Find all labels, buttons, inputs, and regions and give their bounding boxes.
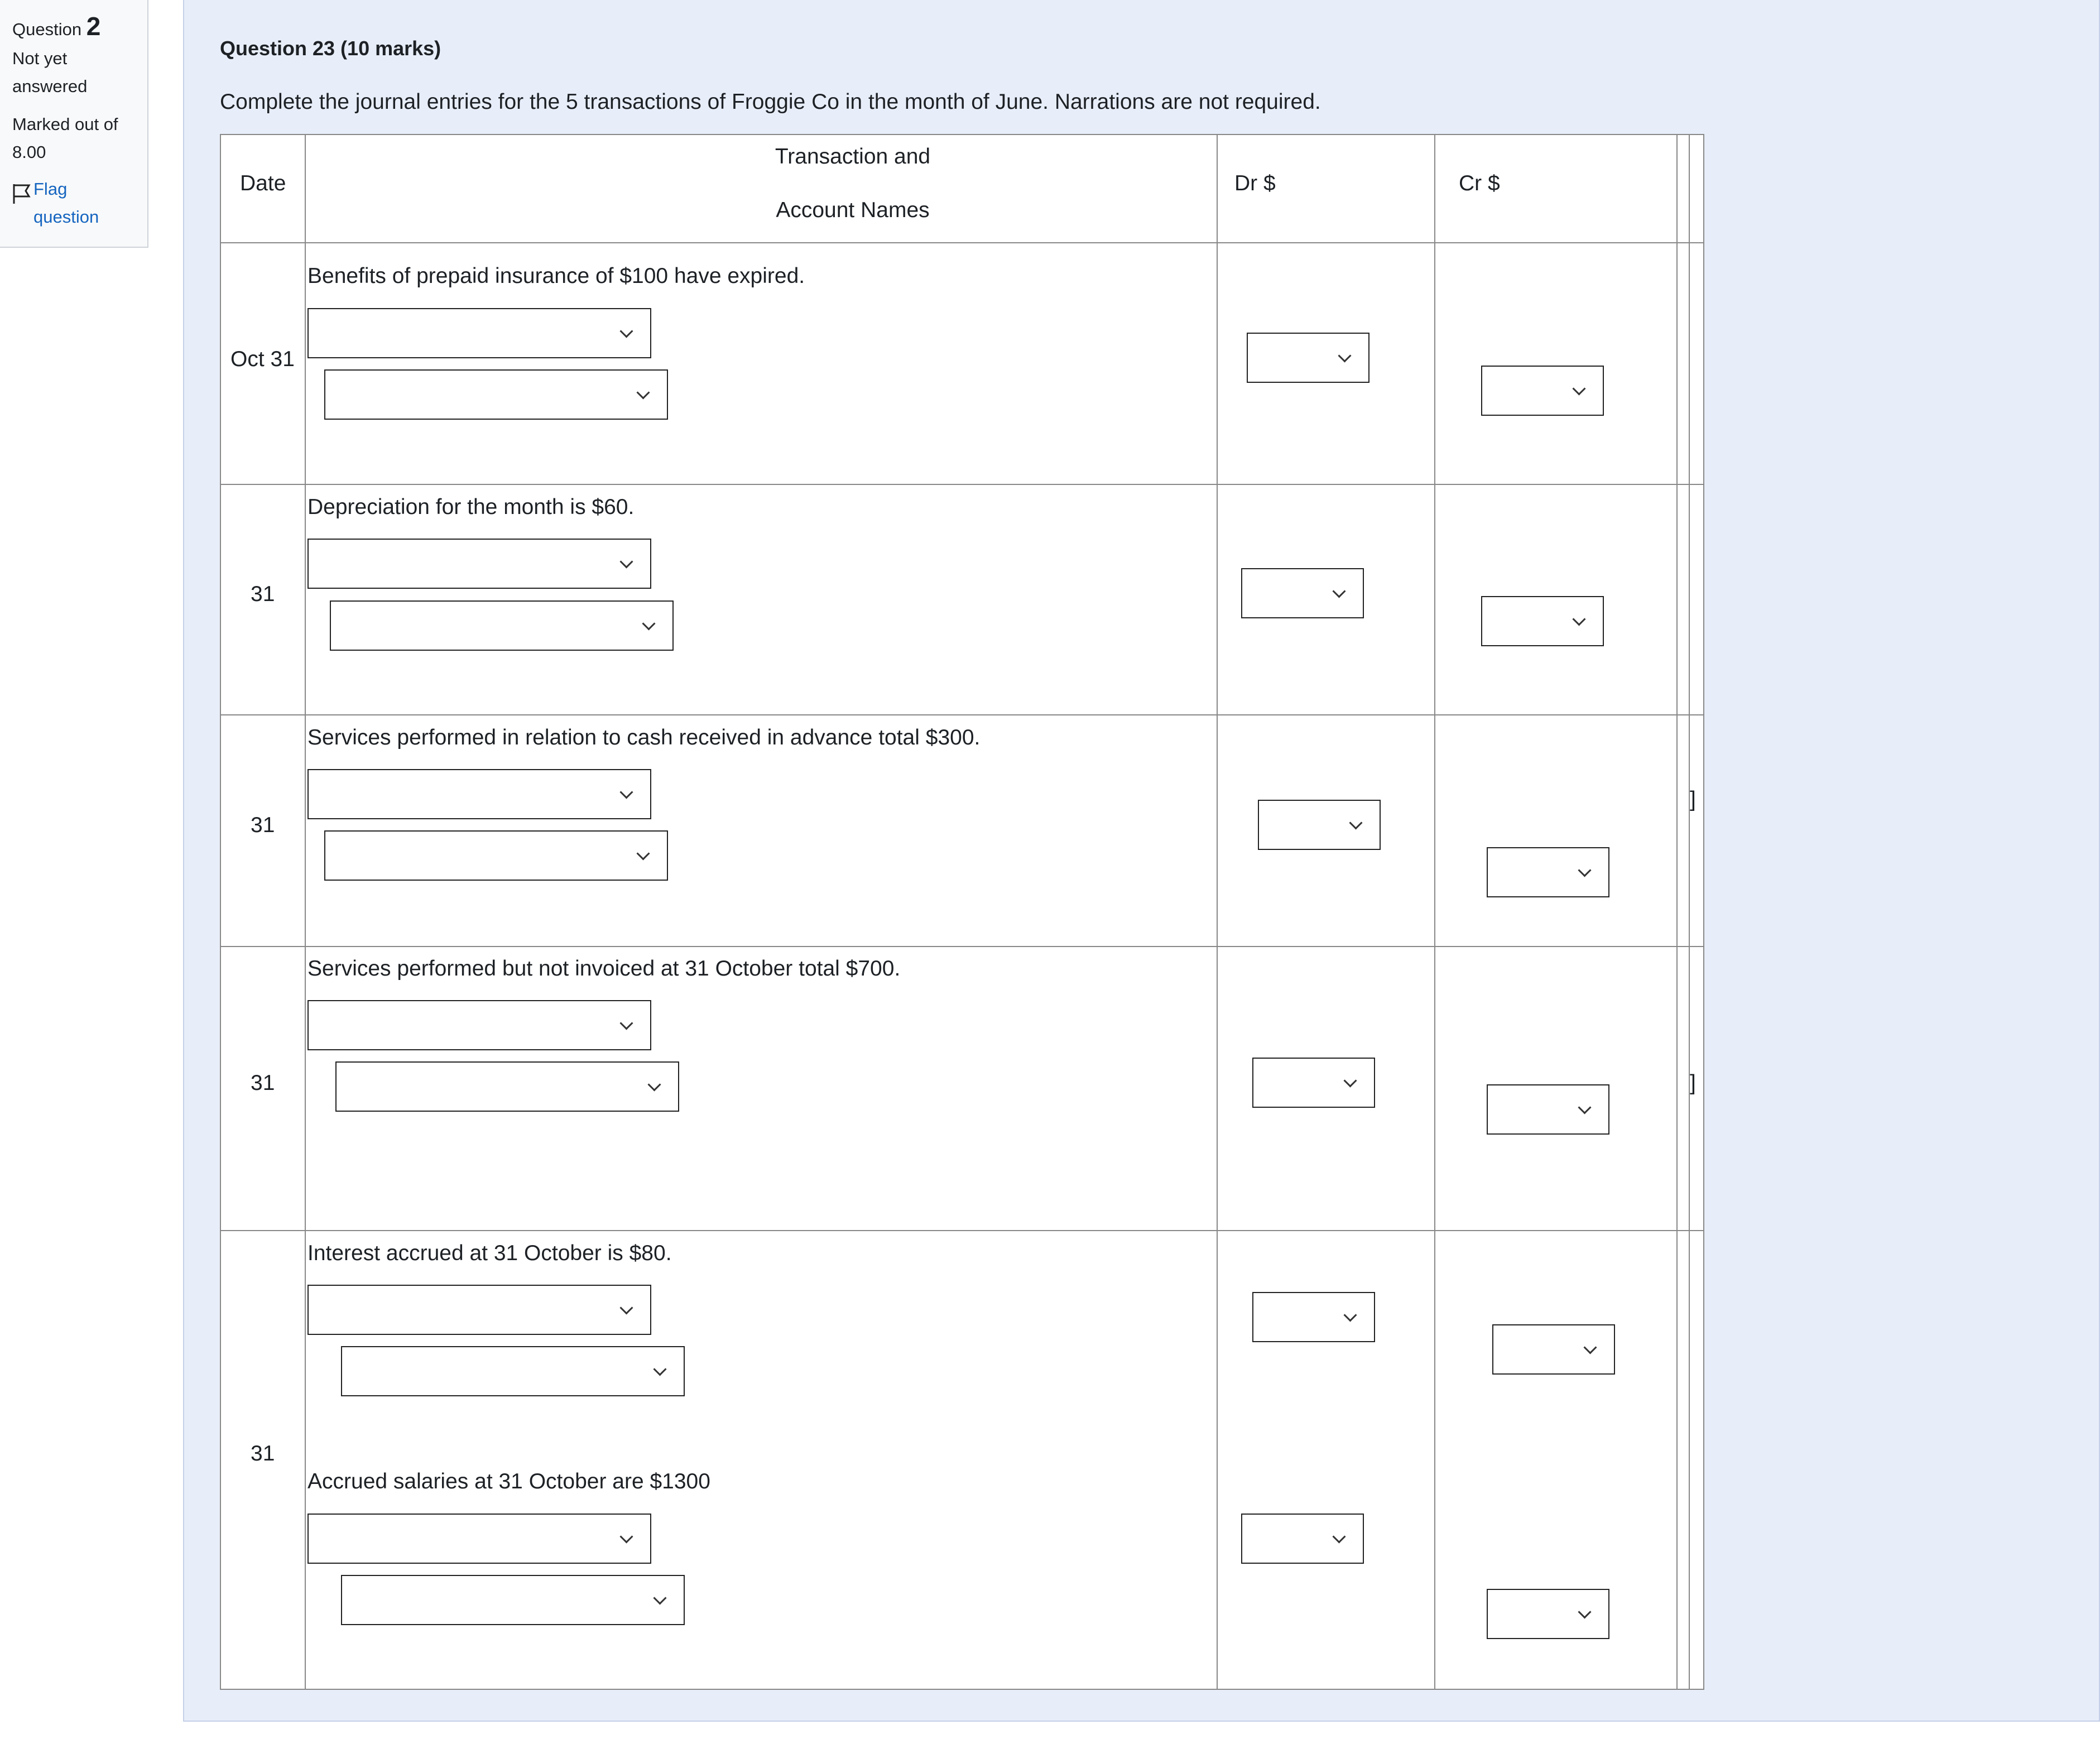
transaction-description: Interest accrued at 31 October is $80. bbox=[307, 1241, 672, 1265]
row-date: 31 bbox=[251, 813, 275, 837]
col-divider bbox=[1689, 134, 1690, 1689]
chevron-down-icon bbox=[1343, 1308, 1357, 1322]
debit-amount-select[interactable] bbox=[1252, 1058, 1375, 1108]
debit-amount-select[interactable] bbox=[1247, 333, 1369, 383]
question-text: Complete the journal entries for the 5 transactions of Froggie Co in the month of June. Narrations are not required. bbox=[220, 90, 1321, 114]
row-date: 31 bbox=[251, 1071, 275, 1095]
header-date: Date bbox=[240, 171, 286, 195]
debit-account-select[interactable] bbox=[307, 539, 651, 589]
row-divider bbox=[220, 946, 1703, 947]
credit-amount-select[interactable] bbox=[1481, 366, 1604, 416]
chevron-down-icon bbox=[653, 1591, 666, 1604]
chevron-down-icon bbox=[636, 847, 650, 860]
chevron-down-icon bbox=[647, 1078, 661, 1091]
flag-question-link[interactable]: Flag question bbox=[12, 175, 147, 231]
chevron-down-icon bbox=[619, 1016, 633, 1030]
row-date: 31 bbox=[251, 1442, 275, 1466]
credit-account-select[interactable] bbox=[341, 1575, 685, 1625]
credit-amount-select[interactable] bbox=[1487, 1084, 1609, 1135]
credit-account-select[interactable] bbox=[324, 830, 668, 881]
credit-account-select[interactable] bbox=[341, 1346, 685, 1396]
question-content bbox=[183, 0, 2100, 1722]
flag-icon bbox=[12, 183, 31, 204]
chevron-down-icon bbox=[636, 386, 650, 399]
row-date: Oct 31 bbox=[230, 347, 295, 371]
question-info-panel bbox=[0, 0, 148, 248]
row-date: 31 bbox=[251, 582, 275, 606]
debit-amount-select[interactable] bbox=[1252, 1292, 1375, 1342]
row-divider bbox=[220, 242, 1703, 243]
debit-amount-select[interactable] bbox=[1241, 568, 1364, 618]
header-credit: Cr $ bbox=[1459, 171, 1500, 195]
header-transaction-line1: Transaction and bbox=[775, 145, 931, 169]
chevron-down-icon bbox=[1578, 1101, 1591, 1114]
chevron-down-icon bbox=[653, 1362, 666, 1376]
question-status: Not yet answered bbox=[12, 49, 88, 96]
chevron-down-icon bbox=[1578, 863, 1591, 877]
header-debit: Dr $ bbox=[1234, 171, 1276, 195]
header-transaction-line2: Account Names bbox=[776, 198, 930, 222]
debit-account-select[interactable] bbox=[307, 1000, 651, 1050]
transaction-description: Depreciation for the month is $60. bbox=[307, 495, 635, 519]
journal-table bbox=[220, 134, 1704, 1690]
credit-amount-select[interactable] bbox=[1487, 847, 1609, 897]
chevron-down-icon bbox=[1583, 1341, 1597, 1354]
credit-amount-select[interactable] bbox=[1487, 1589, 1609, 1639]
chevron-down-icon bbox=[619, 324, 633, 338]
chevron-down-icon bbox=[1572, 612, 1585, 626]
col-divider bbox=[1217, 134, 1218, 1689]
chevron-down-icon bbox=[619, 785, 633, 799]
chevron-down-icon bbox=[1349, 816, 1362, 829]
chevron-down-icon bbox=[1572, 382, 1585, 395]
chevron-down-icon bbox=[642, 617, 655, 630]
chevron-down-icon bbox=[1338, 349, 1351, 362]
row-divider bbox=[220, 484, 1703, 485]
question-number: Question 2 bbox=[12, 12, 101, 41]
transaction-description: Accrued salaries at 31 October are $1300 bbox=[307, 1469, 710, 1493]
chevron-down-icon bbox=[1343, 1074, 1357, 1087]
row-divider bbox=[220, 714, 1703, 715]
col-divider bbox=[1676, 134, 1678, 1689]
credit-amount-select[interactable] bbox=[1492, 1324, 1615, 1375]
chevron-down-icon bbox=[619, 555, 633, 568]
credit-account-select[interactable] bbox=[324, 369, 668, 420]
question-grade: Marked out of 8.00 bbox=[12, 114, 118, 162]
debit-account-select[interactable] bbox=[307, 1285, 651, 1335]
credit-account-select[interactable] bbox=[335, 1061, 679, 1112]
transaction-description: Services performed but not invoiced at 31 October total $700. bbox=[307, 957, 901, 981]
question-title: Question 23 (10 marks) bbox=[220, 37, 441, 60]
debit-account-select[interactable] bbox=[307, 308, 651, 358]
credit-amount-select[interactable] bbox=[1481, 596, 1604, 646]
stray-bracket: ] bbox=[1690, 1071, 1696, 1095]
chevron-down-icon bbox=[619, 1530, 633, 1543]
transaction-description: Services performed in relation to cash received in advance total $300. bbox=[307, 726, 981, 750]
row-divider bbox=[220, 1230, 1703, 1231]
debit-account-select[interactable] bbox=[307, 769, 651, 819]
chevron-down-icon bbox=[1332, 1530, 1345, 1543]
debit-amount-select[interactable] bbox=[1241, 1514, 1364, 1564]
debit-amount-select[interactable] bbox=[1258, 800, 1381, 850]
chevron-down-icon bbox=[1332, 584, 1345, 598]
transaction-description: Benefits of prepaid insurance of $100 have expired. bbox=[307, 264, 805, 288]
chevron-down-icon bbox=[1578, 1605, 1591, 1618]
chevron-down-icon bbox=[619, 1301, 633, 1314]
credit-account-select[interactable] bbox=[330, 600, 674, 651]
stray-bracket: ] bbox=[1690, 787, 1696, 811]
col-divider bbox=[1434, 134, 1435, 1689]
debit-account-select[interactable] bbox=[307, 1514, 651, 1564]
col-divider bbox=[305, 134, 306, 1689]
